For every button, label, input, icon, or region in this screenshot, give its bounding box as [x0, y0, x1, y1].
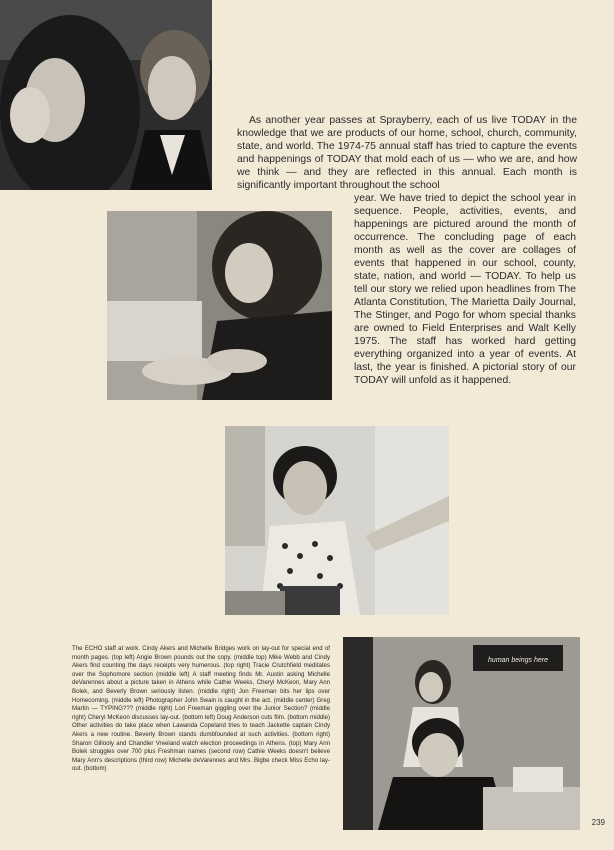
- photo-students-top-left-image: [0, 0, 212, 190]
- photo-student-typewriter-image: [225, 426, 449, 615]
- photo-staff-with-sign-image: [343, 637, 580, 830]
- photo-student-typewriter: [225, 426, 449, 615]
- photo-girl-working-image: [107, 211, 332, 400]
- sign-text: human beings here: [488, 657, 548, 664]
- photo-girl-working: [107, 211, 332, 400]
- intro-paragraph-part1: As another year passes at Sprayberry, each of us live TODAY in the knowledge that we are products of our home, school, church, community, state, and world. The 1974-75 annual staff has tried to capture the events and happenings of TODAY that mold each of us — who we are, and how we think — and they are reflected in this annual. Each month is significantly important throughout the school: [237, 115, 577, 191]
- photo-caption: The ECHO staff at work. Cindy Akers and Michelle Bridges work on lay-out for special end of month pages. (top left) Angie Brown pounds out the copy. (middle top) Mike Webb and Cindy Akers find counting the days receipts very humerous. (top right) Tracie Crutchfield meditates over the Sophomore section (middle left) A staff meeting finds Mr. Austin asking Michelle deVarennes about a picture taken in Athens while Cathie Weeks, Cheryl McKeon, Mary Ann Bolek, and Beverly Brown seriously listen. (middle right) Jon Freeman bits her lips over Homecoming. (middle left) Photographer John Swain is caught in the act. (middle center) Greg Martin — TYPING??? (middle right) Lori Freeman giggling over the Junior Section? (middle right) Cheryl McKeon discusses lay-out. (bottom left) Doug Anderson cuts film. (bottom middle) Other activities do take place when Lawanda Copeland tries to teach Jackette captain Cindy Akers a new routine. Beverly Brown stands dumbfounded at such activities. (bottom right) Sharon Gillooly and Chandler Vreeland watch election proceedings in Athens. (top) Mary Ann Bolek struggles over 700 plus Freshman names (second row) Cathie Weeks doesn't believe Mary Ann's descriptions (third row) Michelle deVarennes and Mrs. Bigbe check Miss Echo lay-out. (bottom): [72, 645, 330, 773]
- photo-staff-with-sign: [343, 637, 580, 830]
- photo-students-top-left: [0, 0, 212, 190]
- page-number: 239: [591, 818, 605, 827]
- intro-paragraph-part2: year. We have tried to depict the school year in sequence. People, activities, events, and happenings are pictured around the month of occurrence. The concluding page of each month as well as the cover are collages of events that happened in our school, county, state, nation, and world — TODAY. To help us tell our story we relied upon headlines from The Atlanta Constitution, The Marietta Daily Journal, The Stinger, and Pogo for whom special thanks are owned to Field Enterprises and Walt Kelly 1975. The staff has worked hard getting everything organized into a year of events. At last, the year is finished. A pictorial story of our TODAY will unfold as it happened.: [354, 193, 576, 386]
